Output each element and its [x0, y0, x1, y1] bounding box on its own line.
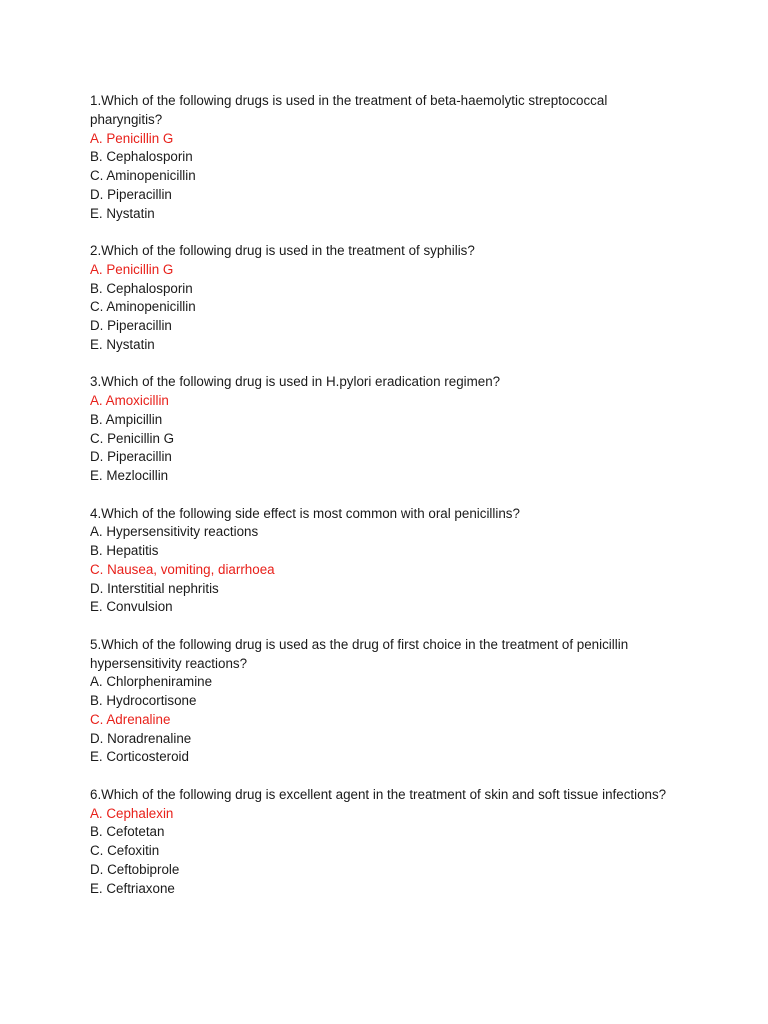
answer-option: D. Ceftobiprole — [90, 861, 180, 877]
answer-option: E. Corticosteroid — [90, 749, 189, 765]
answer-option: C. Aminopenicillin — [90, 168, 196, 183]
question-block — [90, 373, 670, 486]
correct-answer-option: A. Amoxicillin — [90, 393, 169, 408]
answer-option: D. Piperacillin — [90, 318, 172, 333]
question-block — [90, 92, 670, 223]
answer-option: E. Nystatin — [90, 205, 155, 221]
answer-option: D. Interstitial nephritis — [90, 580, 219, 596]
answer-option: E. Ceftriaxone — [90, 880, 175, 896]
question-block — [90, 505, 670, 618]
question-text: 5.Which of the following drug is used as the drug of first choice in the treatment of penicillin hypersensitivity reactions? — [90, 636, 629, 671]
answer-option: B. Cefotetan — [90, 824, 165, 840]
correct-answer-option: C. Adrenaline — [90, 711, 171, 727]
question-text: 4.Which of the following side effect is most common with oral penicillins? — [90, 505, 520, 521]
answer-option: B. Ampicillin — [90, 411, 163, 427]
correct-answer-option: A. Penicillin G — [90, 261, 174, 277]
answer-option: B. Cephalosporin — [90, 149, 193, 165]
question-text: 1.Which of the following drugs is used in the treatment of beta-haemolytic streptococcal pharyngitis? — [90, 93, 608, 127]
question-block — [90, 636, 670, 767]
answer-option: A. Hypersensitivity reactions — [90, 524, 259, 540]
answer-option: E. Mezlocillin — [90, 468, 169, 483]
correct-answer-option: C. Nausea, vomiting, diarrhoea — [90, 561, 275, 577]
question-list — [90, 92, 670, 917]
answer-option: B. Cephalosporin — [90, 280, 193, 296]
question-block — [90, 242, 670, 355]
question-text: 6.Which of the following drug is excellent agent in the treatment of skin and soft tissue infections? — [90, 786, 667, 802]
answer-option: C. Penicillin G — [90, 430, 175, 446]
correct-answer-option: A. Penicillin G — [90, 130, 174, 146]
answer-option: B. Hydrocortisone — [90, 693, 197, 708]
question-text: 2.Which of the following drug is used in the treatment of syphilis? — [90, 243, 475, 258]
answer-option: D. Noradrenaline — [90, 730, 192, 746]
answer-option: A. Chlorpheniramine — [90, 674, 213, 690]
answer-option: E. Nystatin — [90, 336, 155, 352]
answer-option: C. Cefoxitin — [90, 843, 160, 858]
answer-option: D. Piperacillin — [90, 449, 172, 465]
answer-option: B. Hepatitis — [90, 543, 159, 558]
correct-answer-option: A. Cephalexin — [90, 805, 174, 821]
answer-option: D. Piperacillin — [90, 186, 172, 202]
answer-option: C. Aminopenicillin — [90, 299, 196, 315]
question-block — [90, 786, 670, 899]
answer-option: E. Convulsion — [90, 599, 173, 615]
question-text: 3.Which of the following drug is used in H.pylori eradication regimen? — [90, 374, 501, 390]
